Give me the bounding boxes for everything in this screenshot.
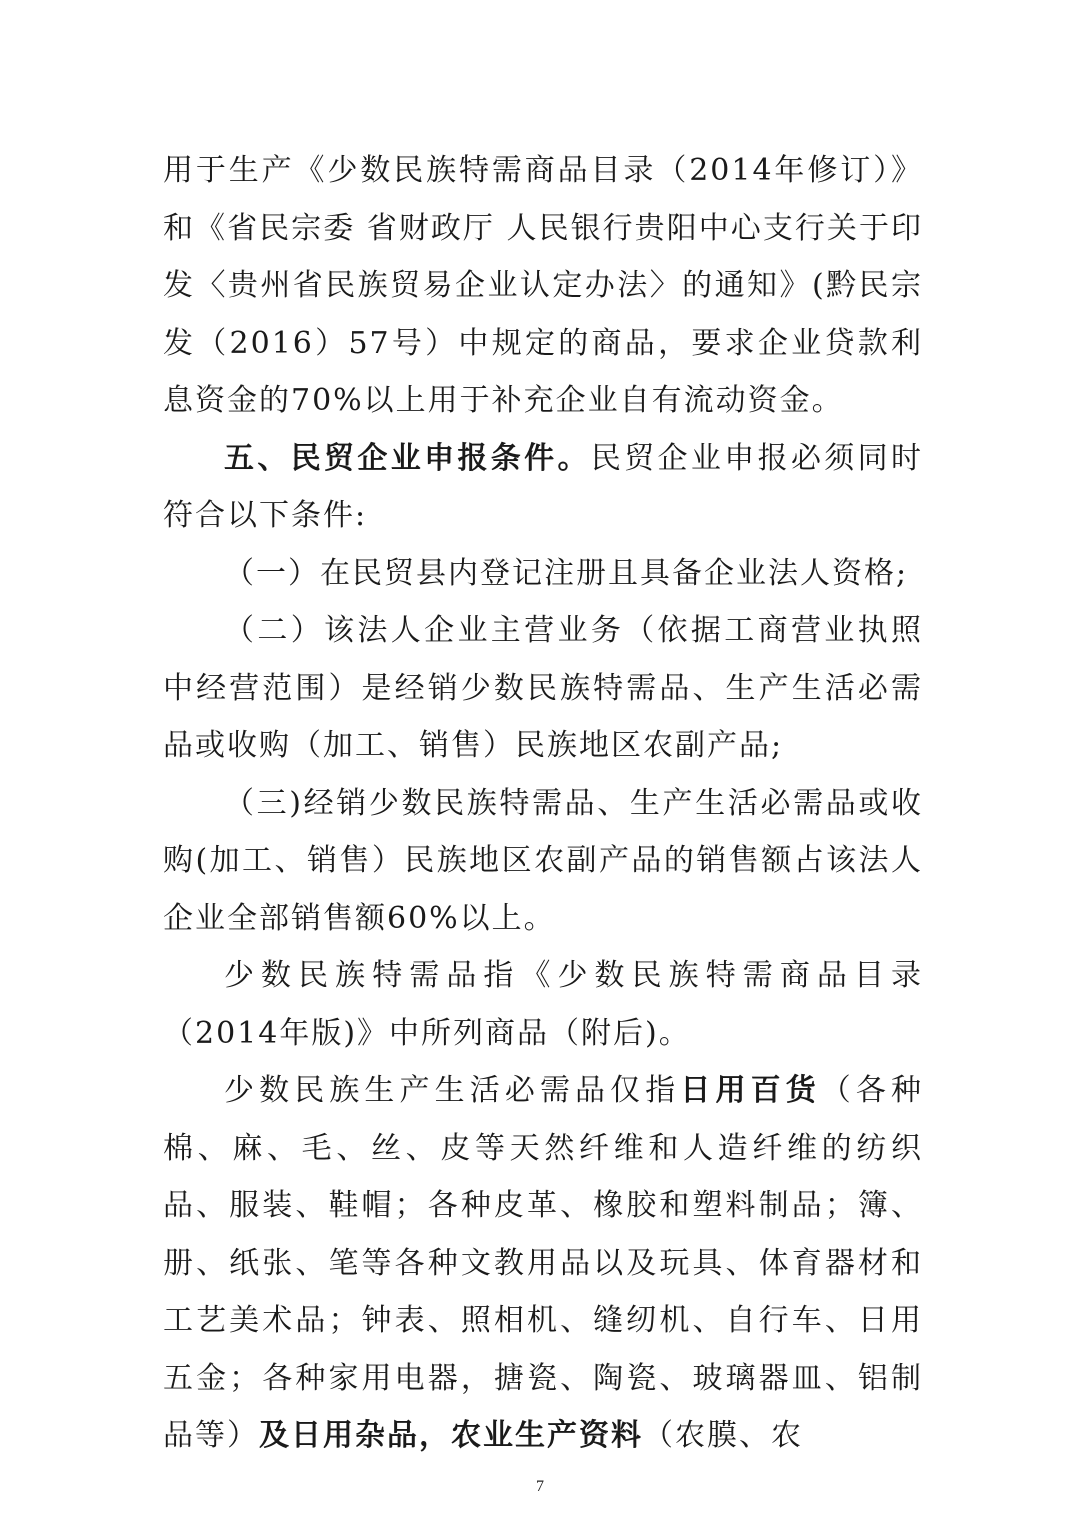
paragraph-text: （三)经销少数民族特需品、生产生活必需品或收购(加工、销售）民族地区农副产品的销售额占该法人企业全部销售额60%以上。 xyxy=(163,785,923,936)
paragraph-special-goods xyxy=(163,947,923,1062)
paragraph-text: （一）在民贸县内登记注册且具备企业法人资格; xyxy=(224,555,909,591)
paragraph-text: 用于生产《少数民族特需商品目录（2014年修订）》和《省民宗委 省财政厅 人民银行贵阳中心支行关于印发〈贵州省民族贸易企业认定办法〉的通知》(黔民宗发（2016）57号）中规定的商品，要求企业贷款利息资金的70%以上用于补充企业自有流动资金。 xyxy=(163,153,923,418)
condition-item-one xyxy=(163,545,923,603)
paragraph-text: 少数民族特需品指《少数民族特需商品目录（2014年版)》中所列商品（附后)。 xyxy=(163,958,923,1051)
paragraph-text: 少数民族生产生活必需品仅指 xyxy=(224,1073,681,1108)
paragraph-necessities xyxy=(163,1062,923,1465)
condition-item-three xyxy=(163,775,923,948)
condition-item-two xyxy=(163,602,923,775)
bold-term-sundries: 及日用杂品，农业生产资料 xyxy=(259,1418,643,1453)
paragraph-text: 民贸企业申报必须同时符合以下条件: xyxy=(163,440,924,533)
bold-term-daily-goods: 日用百货 xyxy=(680,1073,821,1108)
paragraph-text: （二）该法人企业主营业务（依据工商营业执照中经营范围）是经销少数民族特需品、生产生活必需品或收购（加工、销售）民族地区农副产品; xyxy=(163,613,923,763)
paragraph-continuation xyxy=(163,142,923,430)
paragraph-section-five xyxy=(163,430,923,545)
document-body xyxy=(163,142,923,1465)
paragraph-text: （各种棉、麻、毛、丝、皮等天然纤维和人造纤维的纺织品、服装、鞋帽；各种皮革、橡胶和塑料制品；簿、册、纸张、笔等各种文教用品以及玩具、体育器材和工艺美术品；钟表、照相机、缝纫机、自行车、日用五金；各种家用电器，搪瓷、陶瓷、玻璃器皿、铝制品等） xyxy=(163,1073,924,1453)
paragraph-text: （农膜、农 xyxy=(643,1418,803,1453)
page-number: 7 xyxy=(536,1478,544,1495)
section-heading: 五、民贸企业申报条件。 xyxy=(224,440,591,476)
